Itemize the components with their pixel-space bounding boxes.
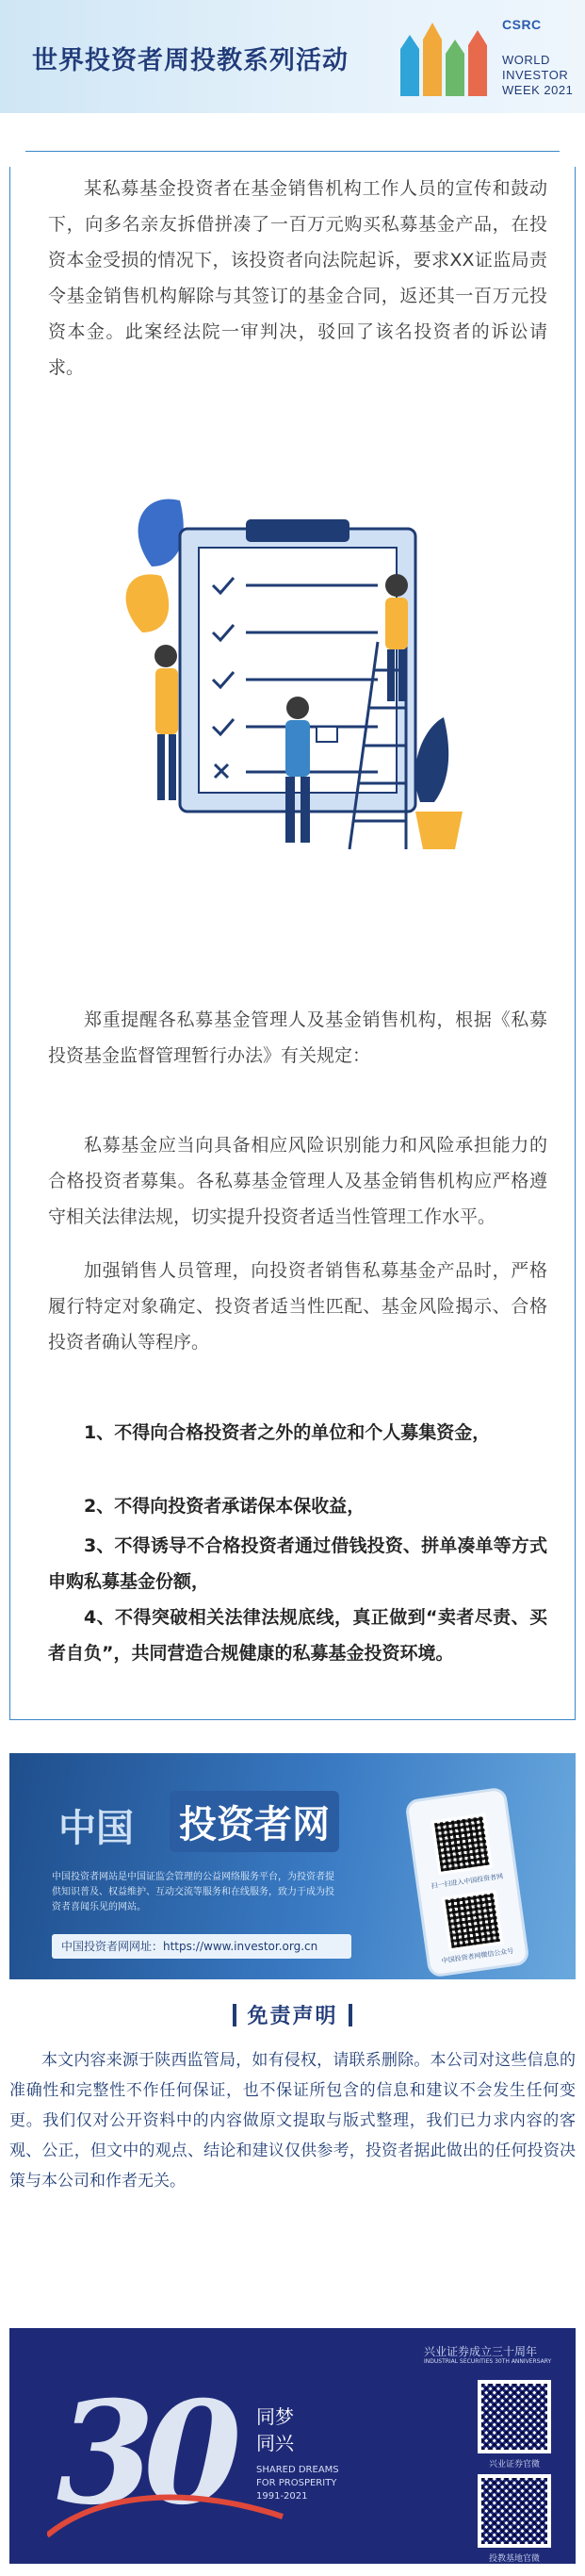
body-paragraph-2: 加强销售人员管理，向投资者销售私募基金产品时，严格履行特定对象确定、投资者适当性匹配、基金风险揭示、合格投资者确认等程序。 [48, 1260, 547, 1353]
slogan-en [256, 2464, 339, 2503]
anniversary-30-logo: 30 [57, 2371, 231, 2536]
disclaimer-title: 免责声明 [247, 2005, 338, 2028]
slogan-line-2: 同兴 [256, 2432, 294, 2454]
csrc-logo-text: CSRC [502, 17, 542, 32]
reminder-paragraph: 郑重提醒各私募基金管理人及基金销售机构，根据《私募投资基金监督管理暂行办法》有关规定： [48, 1009, 547, 1066]
slogan-years: 1991-2021 [256, 2491, 308, 2502]
article-card [9, 151, 576, 1720]
logo-line-1: WORLD [502, 53, 550, 67]
checklist-illustration [123, 491, 472, 887]
page-title: 世界投资者周投教系列活动 [32, 46, 349, 75]
slogan-en-line-2: FOR PROSPERITY [256, 2478, 337, 2488]
investor-net-banner[interactable] [9, 1753, 576, 1979]
qr-code-icon [442, 1890, 504, 1952]
qr-code-icon [478, 2380, 551, 2453]
logo-line-3: WEEK 2021 [502, 83, 574, 97]
rule-item-4: 4、不得突破相关法律法规底线，真正做到“卖者尽责、买者自负”，共同营造合规健康的私募基金投资环境。 [48, 1607, 547, 1664]
world-investor-week-logo [391, 11, 579, 106]
qr-code-icon [478, 2474, 551, 2548]
banner-name-part2: 投资者网 [170, 1791, 339, 1852]
swoosh-icon [47, 2488, 292, 2545]
leaf-icon [126, 574, 170, 632]
leaf-icon [138, 499, 184, 566]
rule-item-3: 3、不得诱导不合格投资者通过借钱投资、拼单凑单等方式申购私募基金份额， [48, 1535, 547, 1592]
anniversary-title-cn: 兴业证券成立三十周年 [424, 2345, 538, 2358]
intro-paragraph: 某私募基金投资者在基金销售机构工作人员的宣传和鼓动下，向多名亲友拆借拼凑了一百万元购买私募基金产品，在投资本金受损的情况下，该投资者向法院起诉，要求XX证监局责令基金销售机构解除与其签订的基金合同，返还其一百万元投资本金。此案经法院一审判决，驳回了该名投资者的诉讼请求。 [48, 178, 547, 378]
qr-caption-1: 兴业证券官微 [488, 2460, 540, 2469]
slogan-en-line-1: SHARED DREAMS [256, 2465, 339, 2475]
anniversary-title-en: INDUSTRIAL SECURITIES 30TH ANNIVERSARY [424, 2358, 552, 2365]
rule-item-2: 2、不得向投资者承诺保本保收益， [84, 1496, 366, 1517]
logo-line-2: INVESTOR [502, 68, 569, 82]
header-banner [0, 0, 585, 113]
phone-caption-2: 中国投资者网微信公众号 [441, 1946, 514, 1965]
pencil-logo-icon [391, 11, 504, 106]
disclaimer-text: 本文内容来源于陕西监管局，如有侵权，请联系删除。本公司对这些信息的准确性和完整性不作任何保证，也不保证所包含的信息和建议不会发生任何变更。我们仅对公开资料中的内容做原文提取与版式整理，我们已力求内容的客观、公正，但文中的观点、结论和建议仅供参考，投资者据此做出的任何投资决策与本公司和作者无关。 [9, 2051, 576, 2190]
title-bar-decoration [349, 2004, 352, 2026]
qr-code-icon [431, 1813, 494, 1876]
banner-name-part1: 中国 [58, 1807, 134, 1850]
slogan-cn [256, 2404, 294, 2456]
card-corner-decoration [8, 150, 25, 167]
phone-caption-1: 扫一扫进入中国投资者网 [431, 1872, 504, 1891]
rule-item-1: 1、不得向合格投资者之外的单位和个人募集资金， [84, 1422, 491, 1443]
banner-url-link[interactable]: 中国投资者网网址：https://www.investor.org.cn [52, 1934, 351, 1959]
phone-icon [404, 1786, 529, 1977]
anniversary-banner [9, 2328, 576, 2564]
plant-icon [415, 717, 448, 802]
slogan-line-1: 同梦 [256, 2405, 294, 2428]
card-corner-decoration [560, 150, 577, 167]
body-paragraph-1: 私募基金应当向具备相应风险识别能力和风险承担能力的合格投资者募集。各私募基金管理人及基金销售机构应严格遵守相关法律法规，切实提升投资者适当性管理工作水平。 [48, 1135, 547, 1227]
qr-caption-2: 投教基地官微 [488, 2554, 540, 2564]
banner-description: 中国投资者网站是中国证监会管理的公益网络服务平台，为投资者提供知识普及、权益维护、互动交流等服务和在线服务，致力于成为投资者喜闻乐见的网站。 [52, 1872, 334, 1912]
